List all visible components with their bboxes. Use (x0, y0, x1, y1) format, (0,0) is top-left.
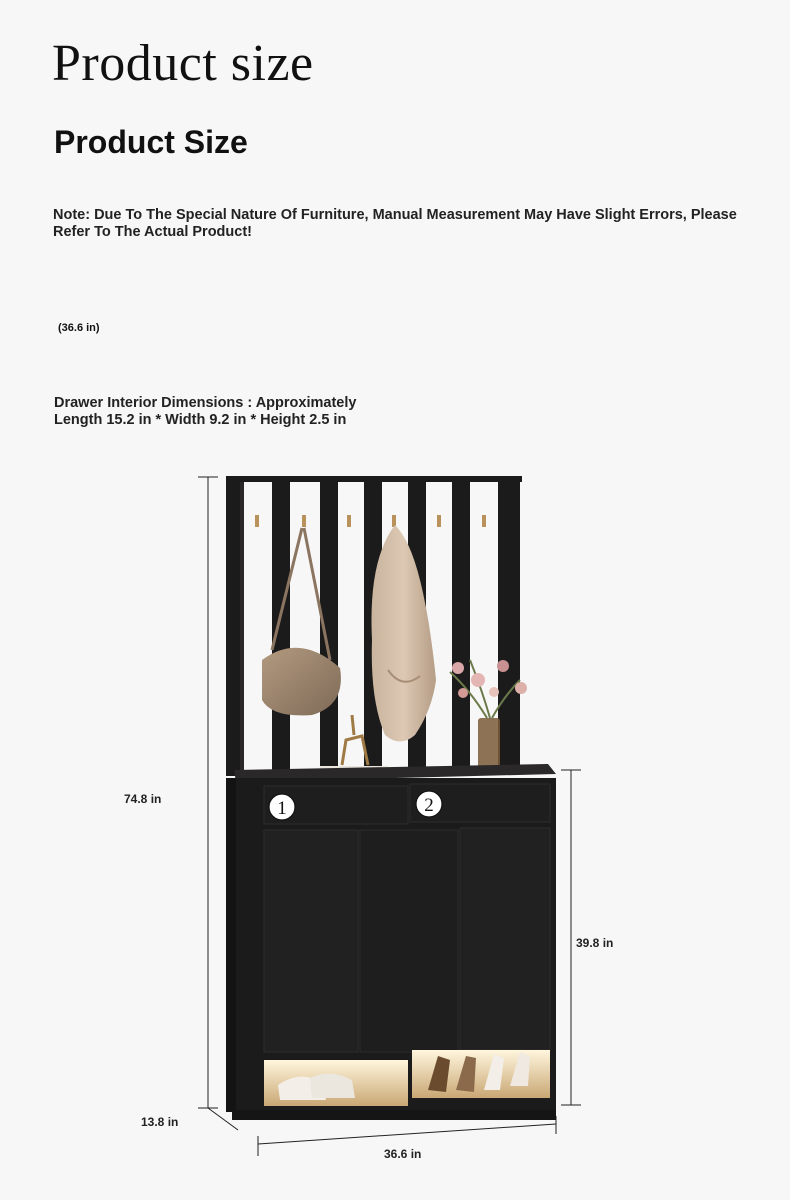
cabinet-height-label: 39.8 in (576, 936, 614, 950)
coat (371, 525, 436, 742)
shoe-cubby-right (412, 1050, 550, 1098)
drawer-2-number: 2 (424, 795, 434, 816)
cabinet-base (232, 1110, 556, 1120)
note-line-2: Refer To The Actual Product! (53, 224, 252, 240)
width-tag: (36.6 in) (58, 322, 100, 334)
width-label: 36.6 in (384, 1147, 422, 1161)
depth-label: 13.8 in (141, 1115, 179, 1129)
drawer-1-badge (269, 794, 295, 820)
cabinet-doors (264, 828, 550, 1052)
note-line-1: Note: Due To The Special Nature Of Furniture, Manual Measurement May Have Slight Errors, Please (53, 207, 737, 223)
section-title: Product Size (54, 124, 248, 160)
page-title: Product size (52, 35, 314, 92)
total-height-label: 74.8 in (124, 792, 162, 806)
shoe-cubby-left (264, 1060, 408, 1106)
drawer-2-badge (416, 791, 442, 817)
drawer-1-number: 1 (277, 798, 287, 819)
drawer-dimensions-line-1: Drawer Interior Dimensions : Approximately (54, 395, 357, 411)
height-dimension-line (198, 477, 218, 1108)
drawer-dimensions-line-2: Length 15.2 in * Width 9.2 in * Height 2.5 in (54, 412, 347, 428)
